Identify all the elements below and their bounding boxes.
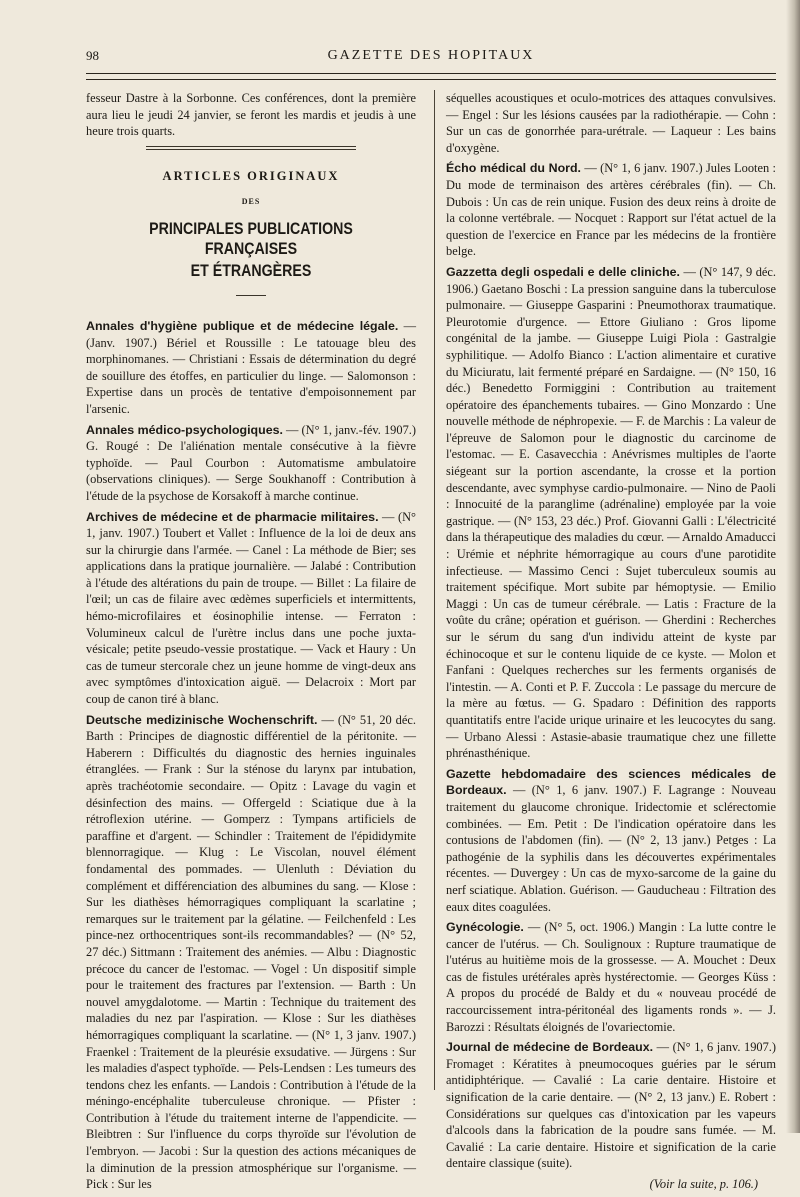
entry-text: — (Janv. 1907.) Bériel et Roussille : Le tatouage bleu des morphinomanes. — Christiani : Essais de détermination du degré de souillure des étoffes, en particulier du linge. — Salomonson : Expertise dans un procès de tentative d'empoisonnement par l'arsenic.	[86, 318, 416, 416]
entry-journal: Journal de médecine de Bordeaux.	[446, 1040, 654, 1055]
column-divider	[434, 90, 435, 1090]
intro-paragraph: fesseur Dastre à la Sorbonne. Ces conférences, dont la première aura lieu le jeudi 24 janvier, se feront les mardis et jeudis à une heure trois quarts.	[86, 91, 416, 139]
review-entry	[446, 1039, 776, 1172]
entry-journal: Gazzetta degli ospedali e delle cliniche.	[446, 264, 680, 279]
section-rule	[146, 146, 356, 150]
section-des: DES	[241, 197, 261, 207]
review-entry	[446, 160, 776, 260]
continued-paragraph: séquelles acoustiques et oculo-motrices des attaques convulsives. — Engel : Sur les lésions causées par la radiothérapie. — Cohn : Sur un cas de gonorrhée para-urétrale. — Laqueur : Les bains d'oxygène.	[446, 91, 776, 155]
entry-journal: Gazette hebdomadaire des sciences médicales de Bordeaux.	[446, 766, 776, 798]
entry-text: — (N° 1, janv. 1907.) Toubert et Vallet : Influence de la loi de deux ans sur la chirurgie dans l'armée. — Canel : La méthode de Bier; ses applications dans la pratique journalière. — Jalabé : Contribution à l'étude des altérations du pain de troupe. — Billet : La filaire de l'œil; un cas de filaire avec œdèmes superficiels et intermittents, hémo-microfilaires et éosinophilie intense. — Ferraton : Volumineux calcul de l'urètre inclus dans une poche juxta-vésicale; petite pseudo-vessie prostatique. — Vack et Haury : Un cas de tumeur stercorale chez un jeune homme de vingt-deux ans avec symptômes d'intoxication aiguë. — Delacroix : Mort par coup de canon tiré à blanc.	[86, 509, 416, 707]
entry-text: — (N° 1, 6 janv. 1907.) Fromaget : Kératites à pneumocoques guéries par le sérum antidiphtérique. — Cavalié : La carie dentaire. Histoire et signification de la carie dentaire. — (N° 2, 13 janv.) E. Robert : Considérations sur quelques cas d'intoxication par les vapeurs d'alcools dans la fabrication de la poudre sans fumée. — M. Cavalié : La carie dentaire. Histoire et signification de la carie dentaire classique (suite).	[446, 1040, 777, 1171]
left-column	[86, 90, 416, 1197]
entry-journal: Annales d'hygiène publique et de médecine légale.	[86, 318, 399, 333]
journal-title: GAZETTE DES HOPITAUX	[327, 48, 535, 63]
title-rule	[236, 295, 266, 296]
page-edge-shadow	[786, 0, 800, 1133]
review-entry	[86, 422, 416, 505]
review-entry	[446, 264, 776, 762]
entry-text: — (N° 147, 9 déc. 1906.) Gaetano Boschi : La pression sanguine dans la tuberculose pulmonaire. — Giuseppe Gasparini : Pneumothorax traumatique. Pleurotomie d'urgence. — Ettore Giuliano : Gros lipome congénital de la jambe. — Giuseppe Luigi Piola : Gastralgie syphilitique. — Adolfo Bianco : L'action alimentaire et curative du Miciuratu, lait fermenté préparé en Sardaigne. — (N° 150, 16 déc.) Benedetto Formiggini : Contribution au traitement opératoire des épanchements tubaires. — Gino Monzardo : Une nouvelle méthode de néphropexie. — F. de Marchis : La valeur de l'épreuve de Salomon pour le diagnostic du carcinome de l'estomac. — E. Casavecchia : Anévrismes multiples de l'aorte siégeant sur la portion ascendante, la crosse et la portion descendante, avec symphyse cardio-pulmonaire. — Nino de Paoli : Innocuité de la paranglime (adrénaline) employée par la voie gastrique. — (N° 153, 23 déc.) Prof. Giovanni Galli : L'électricité dans la thérapeutique des maladies du cœur. — Arnaldo Amaducci : Urémie et néphrite hémorragique au cours d'une parotidite infectieuse. — Massimo Cenci : Sujet tuberculeux soumis au traitement spécifique. Mort subite par hémoptysie. — Emilio Maggi : Un cas de tumeur cérébrale. — Latis : Fracture de la voûte du crâne; opération et guérison. — Gherdini : Recherches sur le sérum du sang d'un individu atteint de kyste par échinocoque et sur le contenu liquide de ce kyste. — Molon et Fanfani : Quelques recherches sur les ferments organisés de l'intestin. — A. Conti et P. F. Zuccola : Le passage du mercure de la mère au fœtus. — G. Spadaro : Définition des rapports quantitatifs entre l'acide urique urinaire et les leucocytes du sang. — Urbano Alessi : Astasie-abasie traumatique chez une fillette phrénasthénique.	[446, 264, 776, 761]
entry-journal: Annales médico-psychologiques.	[86, 422, 283, 437]
review-entry	[86, 712, 416, 1193]
continuation-note: (Voir la suite, p. 106.)	[649, 1177, 758, 1191]
review-entry	[86, 509, 416, 708]
entry-journal: Archives de médecine et de pharmacie militaires.	[86, 509, 379, 524]
page-number: 98	[86, 48, 99, 63]
review-entry	[446, 766, 776, 915]
entry-text: — (N° 1, 6 janv. 1907.) F. Lagrange : Nouveau traitement du glaucome chronique. Iridectomie et sclérectomie combinées. — Em. Petit : De l'indication opératoire dans les contusions de l'abdomen (fin). — (N° 2, 13 janv.) Petges : La pathogénie de la syphilis dans les découvertes expérimentales récentes. — Duvergey : Un cas de myxo-sarcome de la gaine du nerf sciatique. Ablation. Guérison. — Gauducheau : Filtration des eaux dites coagulées.	[446, 783, 776, 914]
page-header	[86, 48, 776, 70]
entry-text: — (N° 1, 6 janv. 1907.) Jules Looten : Du mode de terminaison des artères cérébrales (fin). — Ch. Dubois : Un cas de rein unique. Fusion des deux reins à droite de la colonne vertébrale. — Nocquet : Rapport sur l'état actuel de la question de l'exercice en France par les médecins de la frontière belge.	[446, 161, 776, 259]
entry-journal: Deutsche medizinische Wochenschrift.	[86, 712, 318, 727]
entry-text: — (N° 5, oct. 1906.) Mangin : La lutte contre le cancer de l'utérus. — Ch. Soulignoux : Rupture traumatique de l'utérus au huitième mois de la grossesse. — A. Mouchet : Deux cas de fistules urétérales après hystérectomie. — Georges Küss : A propos du procédé de Baldy et du « nouveau procédé de raccourcissement intra-péritonéal des ligaments ronds ». — J. Barozzi : Résultats éloignés de l'ovariectomie.	[446, 920, 776, 1034]
entry-text: — (N° 51, 20 déc. Barth : Principes de diagnostic différentiel de la péritonite. — Haberern : Difficultés du diagnostic des hernies inguinales étranglées. — Frank : Sur la sténose du larynx par intubation, après trachéotomie secondaire. — Opitz : Lavage du vagin et désinfection des mains. — Offergeld : Sciatique due à la rétroflexion utérine. — Gomperz : Tympans artificiels de paraffine et d'argent. — Schindler : Traitement de l'épididymite blennorragique. — Klug : Le Viscolan, nouvel élément fondamental des pommades. — Ulenluth : Déviation du complément et différenciation des albumines du sang. — Klose : Sur les diathèses hémorragiques compliquant la scarlatine ; remarques sur le traitement par la gélatine. — Feilchenfeld : Les pince-nez orthocentriques sont-ils recommandables? — (N° 52, 27 déc.) Sittmann : Traitement des anémies. — Albu : Diagnostic précoce du cancer de l'estomac. — Vogel : Un dispositif simple pour le traitement des fractures par l'extension. — Barth : Un nouvel amygdalotome. — Martin : Technique du traitement des maladies du nez par l'aspiration. — Klose : Sur les diathèses hémorragiques compliquant la scarlatine. — (N° 1, 3 janv. 1907.) Fraenkel : Traitement de la pleurésie exsudative. — Jürgens : Sur les maladies d'aspect typhoïde. — Pels-Lendsen : Les tumeurs des tendons chez les enfants. — Landois : Contribution à l'étude de la méningo-encéphalite tuberculeuse chronique. — Pfister : Contribution à l'étude du traitement interne de l'appendicite. — Bleibtren : Sur l'influence du corps thyroïde sur l'évolution de l'embryon. — Jacobi : Sur la question des actions mécaniques de la diminution de la pression atmosphérique sur l'organisme. — Pick : Sur les	[86, 712, 416, 1192]
review-entry	[86, 318, 416, 418]
section-title-line1: PRINCIPALES PUBLICATIONS FRANÇAISES	[149, 219, 353, 258]
entry-text: — (N° 1, janv.-fév. 1907.) G. Rougé : De l'aliénation mentale consécutive à la fièvre typhoïde. — Paul Courbon : Automatisme ambulatoire (observations cliniques). — Serge Soukhanoff : Contribution à l'étude de la psychose de Korsakoff à marche continue.	[86, 422, 416, 503]
review-entry	[446, 919, 776, 1035]
header-rule	[86, 73, 776, 80]
entry-journal: Gynécologie.	[446, 920, 524, 935]
section-kicker: ARTICLES ORIGINAUX	[162, 168, 340, 183]
entry-journal: Écho médical du Nord.	[446, 161, 581, 176]
right-column	[446, 90, 776, 1193]
section-title-line2: ET ÉTRANGÈRES	[190, 261, 312, 280]
